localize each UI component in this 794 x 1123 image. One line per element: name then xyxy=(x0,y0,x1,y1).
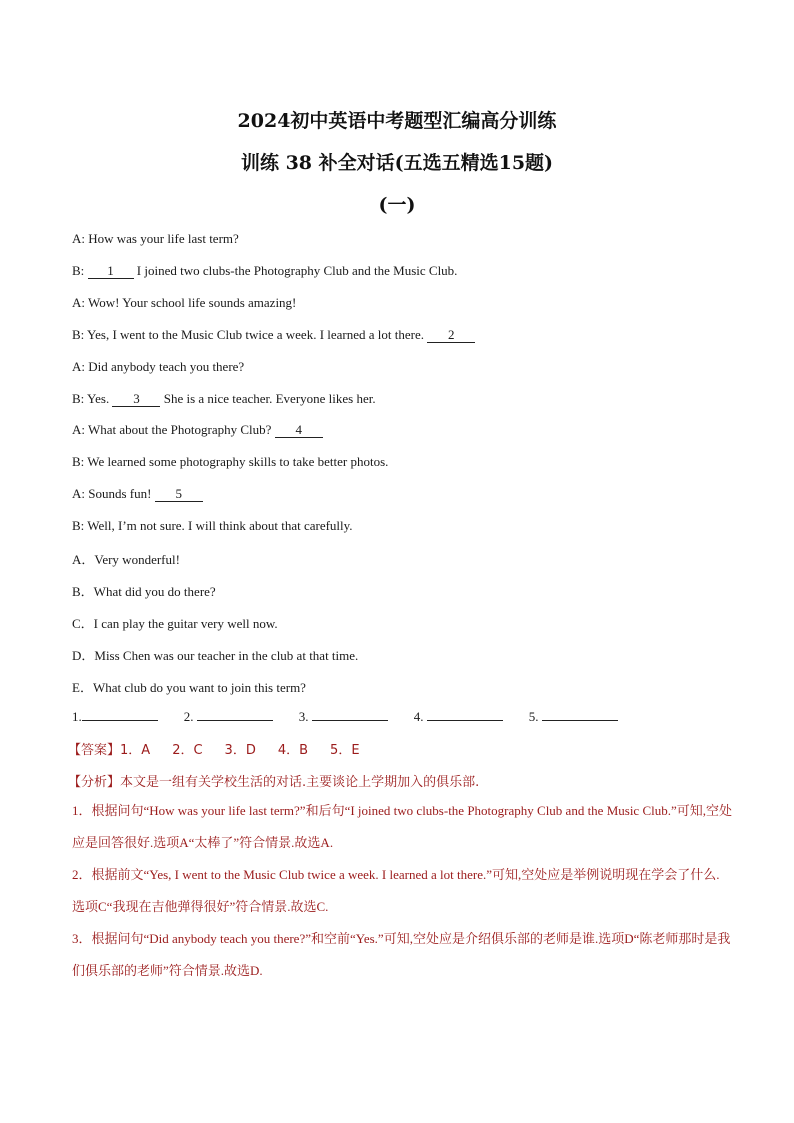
option-a: A．Very wonderful! xyxy=(72,552,180,567)
option-b: B．What did you do there? xyxy=(72,584,216,599)
dialogue-line xyxy=(72,518,353,534)
option-d: D．Miss Chen was our teacher in the club at that time. xyxy=(72,648,359,663)
dialogue-text: A: Did anybody teach you there? xyxy=(72,359,245,374)
answer-item: 4．B xyxy=(277,743,309,758)
fill-item xyxy=(414,708,503,725)
fill-blank-2[interactable] xyxy=(197,708,273,721)
dialogue-text: B: We learned some photography skills to take better photos. xyxy=(72,454,389,469)
analysis-intro-line xyxy=(68,771,479,790)
fill-label: 1. xyxy=(72,709,82,724)
dialogue-line xyxy=(72,295,296,311)
answer-line xyxy=(68,739,360,758)
analysis-point-2: 2．根据前文“Yes, I went to the Music Club twice a week. I learned a lot there.”可知,空处应是举例说明现在学会了什么.选项C“我现在吉他弹得很好”符合情景.故选C. xyxy=(72,867,720,914)
analysis-label: 【分析】 xyxy=(68,775,121,790)
fill-item xyxy=(184,708,273,725)
fill-label: 5. xyxy=(528,709,539,724)
dialogue-text: She is a nice teacher. Everyone likes her. xyxy=(160,391,376,406)
dialogue-text: A: What about the Photography Club? xyxy=(72,422,275,437)
blank-3[interactable]: 3 xyxy=(112,392,160,407)
dialogue-line xyxy=(72,327,475,343)
answer-fill-row xyxy=(72,708,644,725)
answer-item: 5．E xyxy=(330,743,360,758)
dialogue-line xyxy=(72,231,239,247)
dialogue-text: B: xyxy=(72,263,88,278)
fill-item xyxy=(72,708,158,725)
dialogue-text: I joined two clubs-the Photography Club and the Music Club. xyxy=(133,263,458,278)
blank-4[interactable]: 4 xyxy=(275,423,323,438)
analysis-point-1: 1．根据问句“How was your life last term?”和后句“I joined two clubs-the Photography Club and the Music Club.”可知,空处应是回答很好.选项A“太棒了”符合情景.故选A. xyxy=(72,803,733,850)
fill-item xyxy=(529,708,618,725)
blank-1[interactable]: 1 xyxy=(88,264,134,279)
answer-item: 2．C xyxy=(172,743,203,758)
analysis-point-3: 3．根据问句“Did anybody teach you there?”和空前“Yes.”可知,空处应是介绍俱乐部的老师是谁.选项D“陈老师那时是我们俱乐部的老师”符合情景.故选D. xyxy=(72,931,731,978)
answer-item: 1．A xyxy=(120,743,151,758)
fill-blank-3[interactable] xyxy=(312,708,388,721)
dialogue-line xyxy=(72,263,457,279)
dialogue-line xyxy=(72,422,323,438)
dialogue-text: B: Yes. xyxy=(72,391,113,406)
answer-item: 3．D xyxy=(224,743,256,758)
dialogue-line xyxy=(72,454,388,470)
fill-blank-5[interactable] xyxy=(542,708,618,721)
fill-item xyxy=(299,708,388,725)
dialogue-text: B: Yes, I went to the Music Club twice a week. I learned a lot there. xyxy=(72,327,428,342)
fill-label: 2. xyxy=(183,709,194,724)
analysis-intro: 本文是一组有关学校生活的对话.主要谈论上学期加入的俱乐部. xyxy=(120,775,480,790)
answer-label: 【答案】 xyxy=(68,743,121,758)
dialogue-line xyxy=(72,359,244,375)
blank-2[interactable]: 2 xyxy=(427,328,475,343)
dialogue-line xyxy=(72,486,203,502)
document-subtitle: 训练 38 补全对话(五选五精选15题) xyxy=(240,152,554,174)
section-heading: (一) xyxy=(378,194,416,216)
dialogue-text: A: How was your life last term? xyxy=(72,231,239,246)
option-e: E．What club do you want to join this term? xyxy=(72,680,306,695)
dialogue-text: B: Well, I’m not sure. I will think about that carefully. xyxy=(72,518,353,533)
option-c: C．I can play the guitar very well now. xyxy=(72,616,278,631)
fill-blank-1[interactable] xyxy=(82,708,158,721)
fill-label: 3. xyxy=(298,709,309,724)
fill-blank-4[interactable] xyxy=(427,708,503,721)
blank-5[interactable]: 5 xyxy=(155,487,203,502)
dialogue-line xyxy=(72,391,376,407)
dialogue-text: A: Sounds fun! xyxy=(72,486,155,501)
dialogue-text: A: Wow! Your school life sounds amazing! xyxy=(72,295,297,310)
document-title: 2024初中英语中考题型汇编高分训练 xyxy=(237,110,557,132)
fill-label: 4. xyxy=(413,709,424,724)
